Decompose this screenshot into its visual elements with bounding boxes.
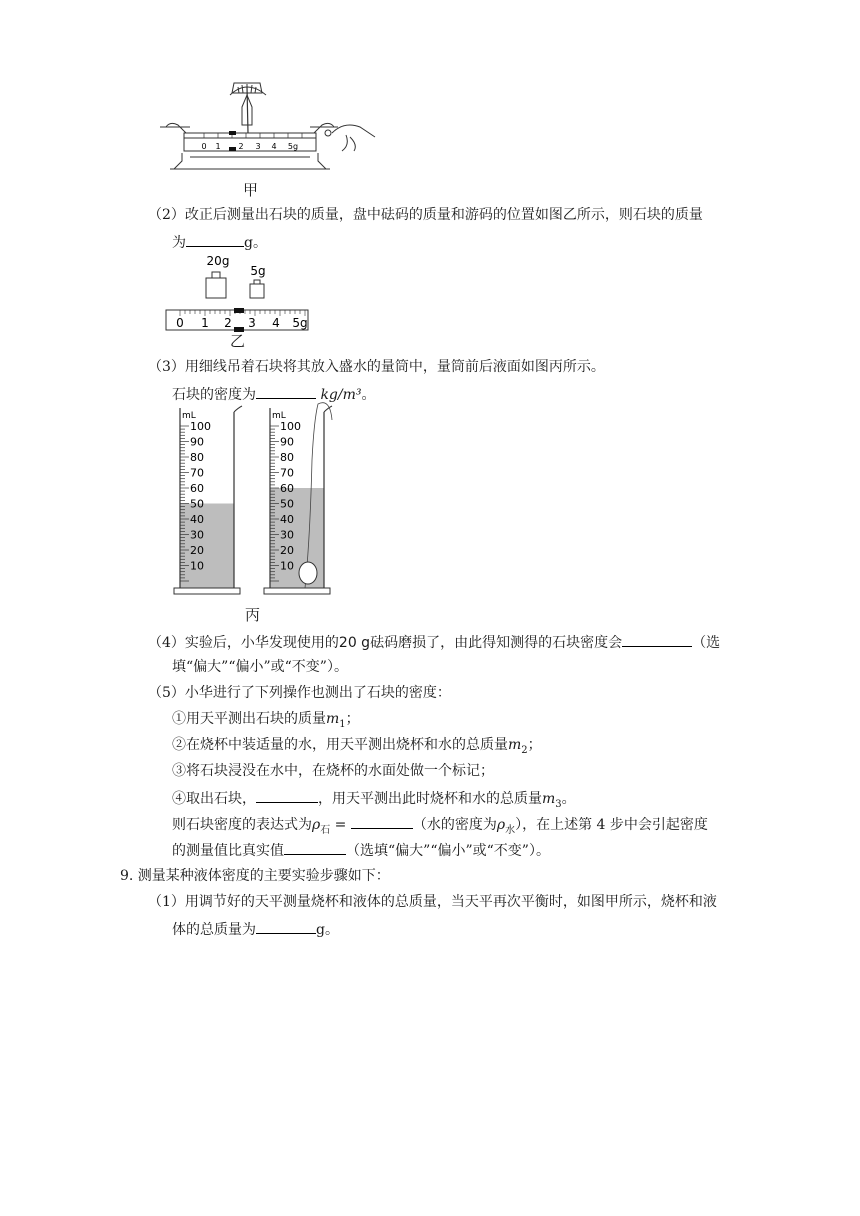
left-tick-label: 40 — [190, 513, 204, 526]
q5-step4-end: 。 — [561, 791, 576, 807]
q4-line1 — [148, 632, 720, 652]
left-tick-label: 30 — [190, 528, 204, 542]
rider-top — [234, 308, 244, 313]
q9-line2 — [172, 919, 339, 939]
right-unit-label: mL — [272, 411, 286, 421]
q9-title: 9. 测量某种液体密度的主要实验步骤如下： — [120, 868, 390, 884]
q5-eq: = — [330, 817, 351, 833]
jia-tick-0: 0 — [201, 142, 207, 151]
q5-last — [172, 840, 550, 860]
fig-bing-caption: 丙 — [245, 606, 261, 624]
weight-5g — [250, 284, 264, 298]
q5-step1-end: ； — [345, 711, 360, 727]
right-tick-label: 60 — [280, 482, 294, 495]
left-unit-label: mL — [182, 411, 196, 421]
q2-line2-pre: 为 — [172, 235, 186, 251]
left-tick-label: 90 — [190, 435, 204, 449]
right-tick-label: 80 — [280, 451, 294, 464]
stone — [299, 562, 317, 584]
q5-expression-blank[interactable] — [351, 814, 413, 829]
yi-tick-5: 5g — [292, 316, 308, 330]
q5-step2-end: ； — [527, 737, 542, 753]
q5-m2-sub: 2 — [521, 744, 528, 756]
left-water — [180, 504, 234, 589]
q3-line2-post: 。 — [361, 387, 376, 403]
q4-line1-pre: （4）实验后，小华发现使用的 — [148, 635, 339, 651]
right-tick-label: 30 — [280, 528, 294, 542]
yi-tick-3: 3 — [248, 316, 256, 330]
left-tick-label: 10 — [190, 559, 204, 573]
q2-answer-blank[interactable] — [186, 232, 244, 247]
jia-tick-2: 2 — [238, 142, 244, 151]
q5-expr-post: ），在上述第 4 步中会引起密度 — [515, 817, 708, 833]
q3-line2-pre: 石块的密度为 — [172, 387, 256, 403]
yi-tick-2: 2 — [224, 316, 232, 330]
q9-line2-pre: 体的总质量为 — [172, 922, 256, 938]
right-tick-label: 20 — [280, 544, 294, 557]
q5-last-post: （选填“偏大”“偏小”或“不变”）。 — [346, 843, 550, 859]
q3-answer-blank[interactable] — [256, 384, 316, 399]
q3-unit: kg/m³ — [320, 387, 362, 403]
q5-step3: ③将石块浸没在水中，在烧杯的水面处做一个标记； — [172, 763, 494, 779]
q5-m2: m — [508, 737, 522, 753]
q2-line2-post: g。 — [244, 235, 267, 251]
jia-tick-3: 3 — [255, 142, 261, 151]
q5-step1-text: ①用天平测出石块的质量 — [172, 711, 326, 727]
weight-20g — [206, 278, 226, 298]
left-tick-label: 60 — [190, 482, 204, 495]
q5-step4-pre: ④取出石块， — [172, 791, 256, 807]
q2-line2 — [172, 232, 267, 252]
q4-line1-post: （选 — [692, 635, 721, 651]
q5-expr-mid: （水的密度为 — [412, 817, 497, 833]
q5-step2-text: ②在烧杯中装适量的水，用天平测出烧杯和水的总质量 — [172, 737, 508, 753]
q9-line1: （1）用调节好的天平测量烧杯和液体的总质量，当天平再次平衡时，如图甲所示，烧杯和液 — [148, 894, 717, 910]
cylinder-right — [264, 406, 332, 594]
right-tick-label: 100 — [280, 420, 301, 433]
jia-scale-ticks — [204, 133, 302, 138]
left-tick-label: 70 — [190, 466, 204, 480]
q5-rho-sub: 石 — [320, 824, 331, 836]
cylinder-left — [174, 406, 242, 594]
q4-line1-mid: 砝码磨损了，由此得知测得的石块密度会 — [370, 635, 623, 651]
q5-m1: m — [326, 711, 340, 727]
right-tick-label: 40 — [280, 513, 294, 526]
q5-step4 — [172, 788, 576, 814]
yi-tick-1: 1 — [201, 316, 209, 330]
right-tick-label: 90 — [280, 435, 294, 449]
yi-tick-4: 4 — [272, 316, 280, 330]
q4-mass: 20 g — [338, 635, 371, 651]
right-tick-label: 50 — [280, 497, 294, 511]
weight-20g-label: 20g — [206, 254, 230, 268]
q5-intro: （5）小华进行了下列操作也测出了石块的密度： — [148, 685, 451, 701]
q5-rho-w: ρ — [496, 817, 506, 833]
weight-5g-label: 5g — [250, 264, 266, 278]
fig-yi-caption: 乙 — [230, 332, 246, 350]
jia-tick-5: 5g — [287, 142, 299, 151]
fig-jia-caption: 甲 — [243, 181, 259, 199]
right-tick-label: 70 — [280, 466, 294, 480]
q9-answer-blank[interactable] — [256, 919, 316, 934]
left-tick-label: 100 — [190, 420, 211, 433]
q5-rho: ρ — [312, 817, 321, 833]
q5-m1-sub: 1 — [339, 718, 346, 730]
jia-tick-1: 1 — [215, 142, 221, 151]
q5-step2 — [172, 736, 542, 760]
q5-step4-blank[interactable] — [256, 788, 318, 803]
right-tick-label: 10 — [280, 559, 294, 573]
q3-line1: （3）用细线吊着石块将其放入盛水的量筒中，量筒前后液面如图丙所示。 — [148, 359, 605, 375]
q2-line1: （2）改正后测量出石块的质量，盘中砝码的质量和游码的位置如图乙所示，则石块的质量 — [148, 207, 703, 223]
jia-tick-4: 4 — [271, 142, 277, 151]
q4-line2: 填“偏大”“偏小”或“不变”）。 — [172, 659, 348, 675]
left-tick-label: 20 — [190, 544, 204, 557]
q4-answer-blank[interactable] — [622, 632, 692, 647]
cylinders-figure-bing — [160, 400, 360, 600]
q5-last-pre: 的测量值比真实值 — [172, 843, 284, 859]
q5-rho-w-sub: 水 — [505, 824, 516, 836]
q5-step4-post: ，用天平测出此时烧杯和水的总质量 — [318, 791, 542, 807]
left-tick-label: 50 — [190, 497, 204, 511]
q5-expr-pre: 则石块密度的表达式为 — [172, 817, 312, 833]
yi-tick-0: 0 — [176, 316, 184, 330]
q9-line2-post: g。 — [316, 922, 339, 938]
q5-m3: m — [542, 791, 556, 807]
q5-expression — [172, 814, 708, 840]
q5-step1 — [172, 710, 360, 734]
q5-m3-sub: 3 — [555, 798, 562, 810]
left-tick-label: 80 — [190, 451, 204, 464]
q5-compare-blank[interactable] — [284, 840, 346, 855]
balance-figure-jia — [160, 75, 390, 177]
